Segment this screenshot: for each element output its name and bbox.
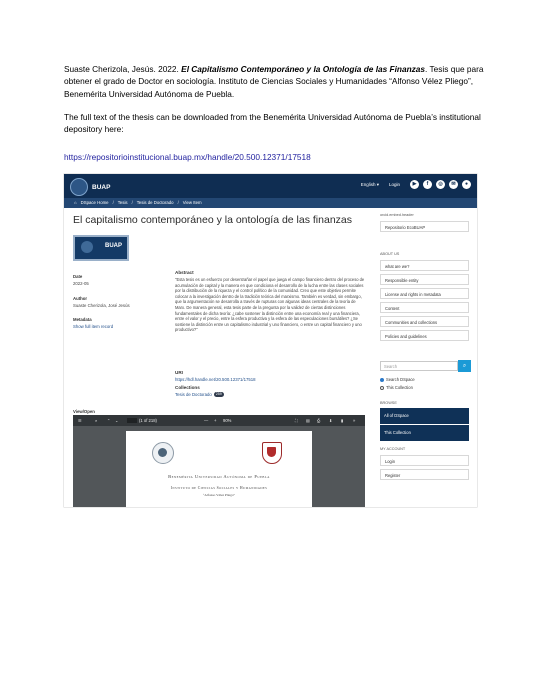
breadcrumb-home[interactable]: DSpace Home [80,200,109,205]
browse-label: BROWSE [380,401,397,405]
page-title: El capitalismo contemporáneo y la ontología de las finanzas [73,214,352,226]
about-item-communities[interactable]: Communities and collections [380,316,469,327]
search-input[interactable]: Search [380,361,458,371]
breadcrumb-tesis-doctorado[interactable]: Tesis de Doctorado [136,200,174,205]
page-up-icon[interactable]: ⌃ [107,418,111,423]
buap-seal-icon [152,442,174,464]
orcid-header: orcid.embed.header [380,213,414,217]
about-item-entity[interactable]: Responsible entity [380,274,469,285]
collections-label: Collections [175,385,200,390]
pdf-institute-sub: “Alfonso Vélez Pliego” [202,493,236,497]
author-value[interactable]: Suaste Cherizola, José Jesús [73,303,130,308]
buap-seal-icon [81,241,93,253]
sidebar-toggle-icon[interactable]: ☰ [78,418,82,423]
abstract-text: "Esta tesis es un esfuerzo por desentrañar el papel que juega el campo financiero dentro del proceso de acumulación de capital y la manera en que condiciona el desarrollo de la lucha entre las clases sociales por la distribución de la riqueza y el control político de la comunidad. Creo que este objetivo permite colocar a la investigación dentro de la tradición teórica del marxismo. También es verdad, sin embargo, que la argumentación se desarrolla a través de rupturas con algunas ideas centrales de la teoría de Marx. De manera general, esta tesis parte de la pregunta por la validez de ciertas distinciones fundamentales de dicha teoría: ¿cabe sostener la distinción entre una economía real y una financiera, entre el valor y el precio, entre la esfera productiva y la esfera de las especulaciones bursátiles? ¿Se sostiene la distinción entre un capitalismo industrial y uno financiero, o entre un capital financiero y uno productivo?" [175,277,365,333]
radio-search-dspace[interactable]: Search DSpace [380,377,415,382]
account-login[interactable]: Login [380,455,469,466]
citation-title: El Capitalismo Contemporáneo y la Ontología de las Finanzas [181,64,426,74]
brand-text: BUAP [92,183,111,191]
view-open-label: View/Open [73,409,95,414]
page-number-input[interactable] [127,418,137,423]
page-indicator: (1 of 218) [139,418,157,423]
open-file-icon[interactable]: ▤ [306,418,310,423]
zoom-select[interactable]: 90% [223,418,232,423]
citation-paragraph: Suaste Cherizola, Jesús. 2022. El Capitalismo Contemporáneo y la Ontología de las Finanzas. Tesis que para obtener el grado de Doctor en sociología. Instituto de Ciencias Sociales y Humanidades “Alfonso Vélez Pliego”, Benemérita Universidad Autónoma de Puebla. [64,64,484,99]
pdf-viewer[interactable] [73,415,365,507]
zoom-out-icon[interactable]: — [204,418,209,423]
radio-this-collection[interactable]: This Collection [380,385,413,390]
breadcrumb-tesis[interactable]: Tesis [117,200,128,205]
search-button[interactable]: ⌕ [458,360,471,372]
page-down-icon[interactable]: ⌄ [115,418,119,423]
metadata-label: Metadata [73,317,92,322]
date-value: 2022-05 [73,281,89,286]
header-actions [361,180,471,189]
pdf-toolbar [73,415,365,426]
more-tools-icon[interactable]: » [353,418,356,423]
site-brand[interactable] [70,178,110,196]
home-icon: ⌂ [74,200,77,205]
browse-all-dspace[interactable]: All of DSpace [380,408,469,424]
print-icon[interactable]: ⎙ [317,418,321,423]
mail-icon[interactable]: ✉ [449,180,458,189]
download-icon[interactable]: ⬇ [329,418,333,423]
collection-count-badge: 259 [215,392,222,396]
pdf-page [126,431,312,507]
full-record-link[interactable]: Show full item record [73,324,114,329]
instagram-icon[interactable]: ◎ [436,180,445,189]
institute-crest-icon [262,442,282,464]
repository-screenshot [64,174,477,507]
account-label: MY ACCOUNT [380,447,406,451]
search-icon[interactable]: ⌕ [95,418,98,423]
about-item-license[interactable]: License and rights in metadata [380,288,469,299]
repository-box[interactable]: Repositorio EcoBUAP [380,221,469,232]
abstract-label: Abstract [175,270,194,275]
thumbnail-text: BUAP [104,243,122,249]
breadcrumb: ⌂ DSpace Home / Tesis / Tesis de Doctorado / View Item [64,198,477,208]
language-selector[interactable]: English ▾ [360,181,379,187]
author-label: Author [73,296,88,301]
sidebar [378,208,471,507]
about-label: ABOUT US [380,252,400,256]
login-link[interactable]: Login [388,182,400,187]
about-item-what[interactable]: what are we? [380,260,469,271]
collection-entry [175,392,224,397]
flickr-icon[interactable]: ● [462,180,471,189]
about-item-content[interactable]: Content [380,302,469,313]
zoom-in-icon[interactable]: + [214,418,217,423]
radio-unselected-icon [380,386,384,390]
about-item-policies[interactable]: Policies and guidelines [380,330,469,341]
bookmark-icon[interactable]: ▮ [341,418,344,423]
item-main [64,208,369,507]
account-register[interactable]: Register [380,469,469,480]
site-header [64,174,477,198]
facebook-icon[interactable]: f [423,180,432,189]
item-thumbnail[interactable] [73,235,129,261]
uri-label: URI [175,370,183,375]
pdf-university: Benemérita Universidad Autónoma de Puebla [168,474,270,479]
repository-link[interactable]: https://repositorioinstitucional.buap.mx/handle/20.500.12371/17518 [64,152,311,162]
date-label: Date [73,274,83,279]
radio-selected-icon [380,378,384,382]
youtube-icon[interactable]: ▶ [410,180,419,189]
breadcrumb-current: View Item [182,200,202,205]
uri-link[interactable]: https://hdl.handle.net/20.500.12371/17518 [175,377,256,382]
pdf-institute: Instituto de Ciencias Sociales y Humanidades [170,486,268,490]
buap-emblem-icon [70,178,88,196]
download-note: The full text of the thesis can be downloaded from the Benemérita Universidad Autónoma de Puebla’s institutional depository here: [64,112,481,135]
collection-link[interactable]: Tesis de Doctorado [175,392,212,397]
fullscreen-icon[interactable]: ⛶ [295,418,298,423]
browse-this-collection[interactable]: This Collection [380,425,469,441]
